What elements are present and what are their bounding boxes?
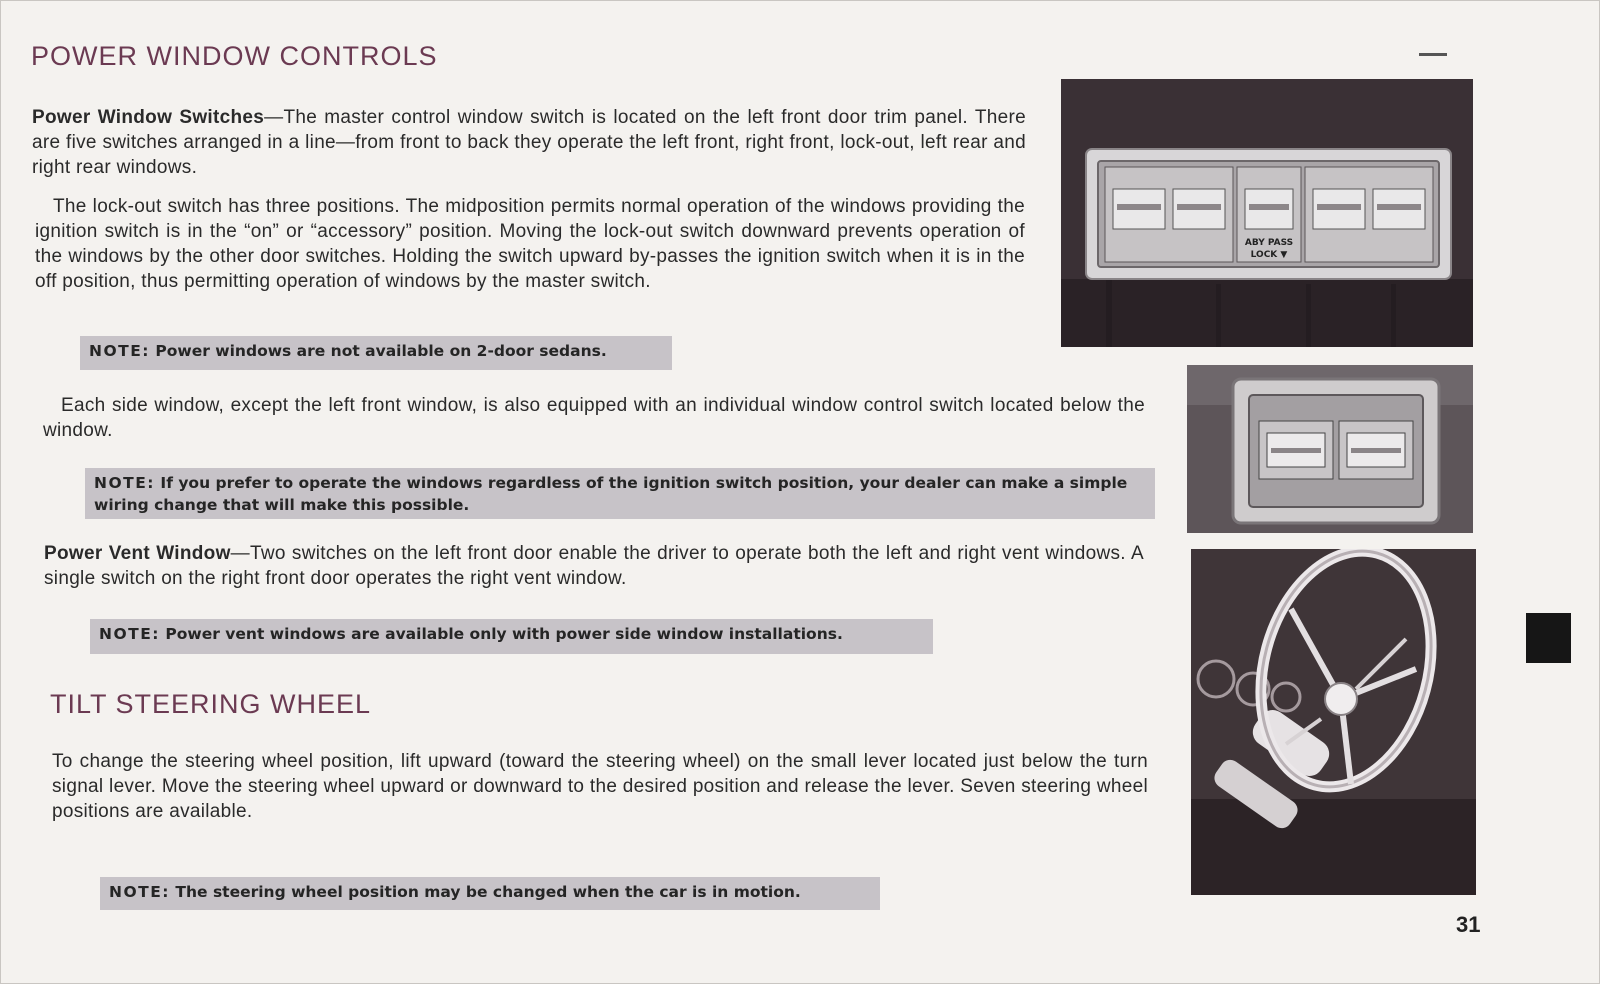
- tilt-wheel-title: TILT STEERING WHEEL: [50, 689, 372, 719]
- section-tab: [1526, 613, 1571, 663]
- switches-paragraph: [32, 105, 1026, 180]
- master-switch-illustration: [1061, 79, 1473, 347]
- steering-wheel-illustration: [1191, 549, 1476, 895]
- bypass-label: ABY PASS: [1244, 238, 1294, 248]
- note-text: Power vent windows are available only with power side window installations.: [165, 625, 843, 643]
- steering-wheel-photo: [1191, 549, 1476, 895]
- door-switch-illustration: [1187, 365, 1473, 533]
- switches-text: —The master control window switch is located on the left front door trim panel. There are five switches arranged in a line—from front to back they operate the left front, right front, lock-out, left rear and right rear windows.: [32, 107, 1027, 178]
- tilt-wheel-paragraph: To change the steering wheel position, lift upward (toward the steering wheel) on the small lever located just below the turn signal lever. Move the steering wheel upward or downward to the desired position and release the lever. Seven steering wheel positions are available.: [52, 751, 1148, 822]
- note-label: NOTE:: [109, 883, 171, 901]
- vent-paragraph: [44, 541, 1144, 591]
- note-tilt: [100, 877, 880, 910]
- master-switch-photo: [1061, 79, 1473, 347]
- lockout-paragraph: The lock-out switch has three positions. The midposition permits normal operation of the windows providing the ignition switch is in the “on” or “accessory” position. Moving the lock-out switch downward prevents operation of the windows by the other door switches. Holding the switch upward by-passes the ignition switch when it is in the off position, thus permitting operation of windows by the master switch.: [35, 196, 1025, 292]
- note-text: If you prefer to operate the windows regardless of the ignition switch position, your dealer can make a simple wiring change that will make this possible.: [94, 474, 1128, 514]
- page-number: 31: [1456, 912, 1481, 937]
- note-vent: [90, 619, 933, 654]
- note-label: NOTE:: [89, 342, 151, 360]
- door-switch-photo: [1187, 365, 1473, 533]
- vent-heading: Power Vent Window: [44, 543, 231, 564]
- switches-heading: Power Window Switches: [32, 107, 265, 128]
- note-text: The steering wheel position may be changed when the car is in motion.: [175, 883, 801, 901]
- power-window-title: POWER WINDOW CONTROLS: [31, 41, 438, 71]
- note-wiring: [85, 468, 1155, 519]
- lock-label: LOCK ▼: [1250, 250, 1288, 260]
- note-label: NOTE:: [99, 625, 161, 643]
- side-window-paragraph: Each side window, except the left front window, is also equipped with an individual window control switch located below the window.: [43, 395, 1145, 441]
- note-2door: [80, 336, 672, 370]
- vent-text: —Two switches on the left front door enable the driver to operate both the left and right vent windows. A single switch on the right front door operates the right vent window.: [44, 543, 1145, 589]
- note-label: NOTE:: [94, 474, 156, 492]
- note-text: Power windows are not available on 2-door sedans.: [155, 342, 607, 360]
- corner-mark: [1419, 53, 1447, 56]
